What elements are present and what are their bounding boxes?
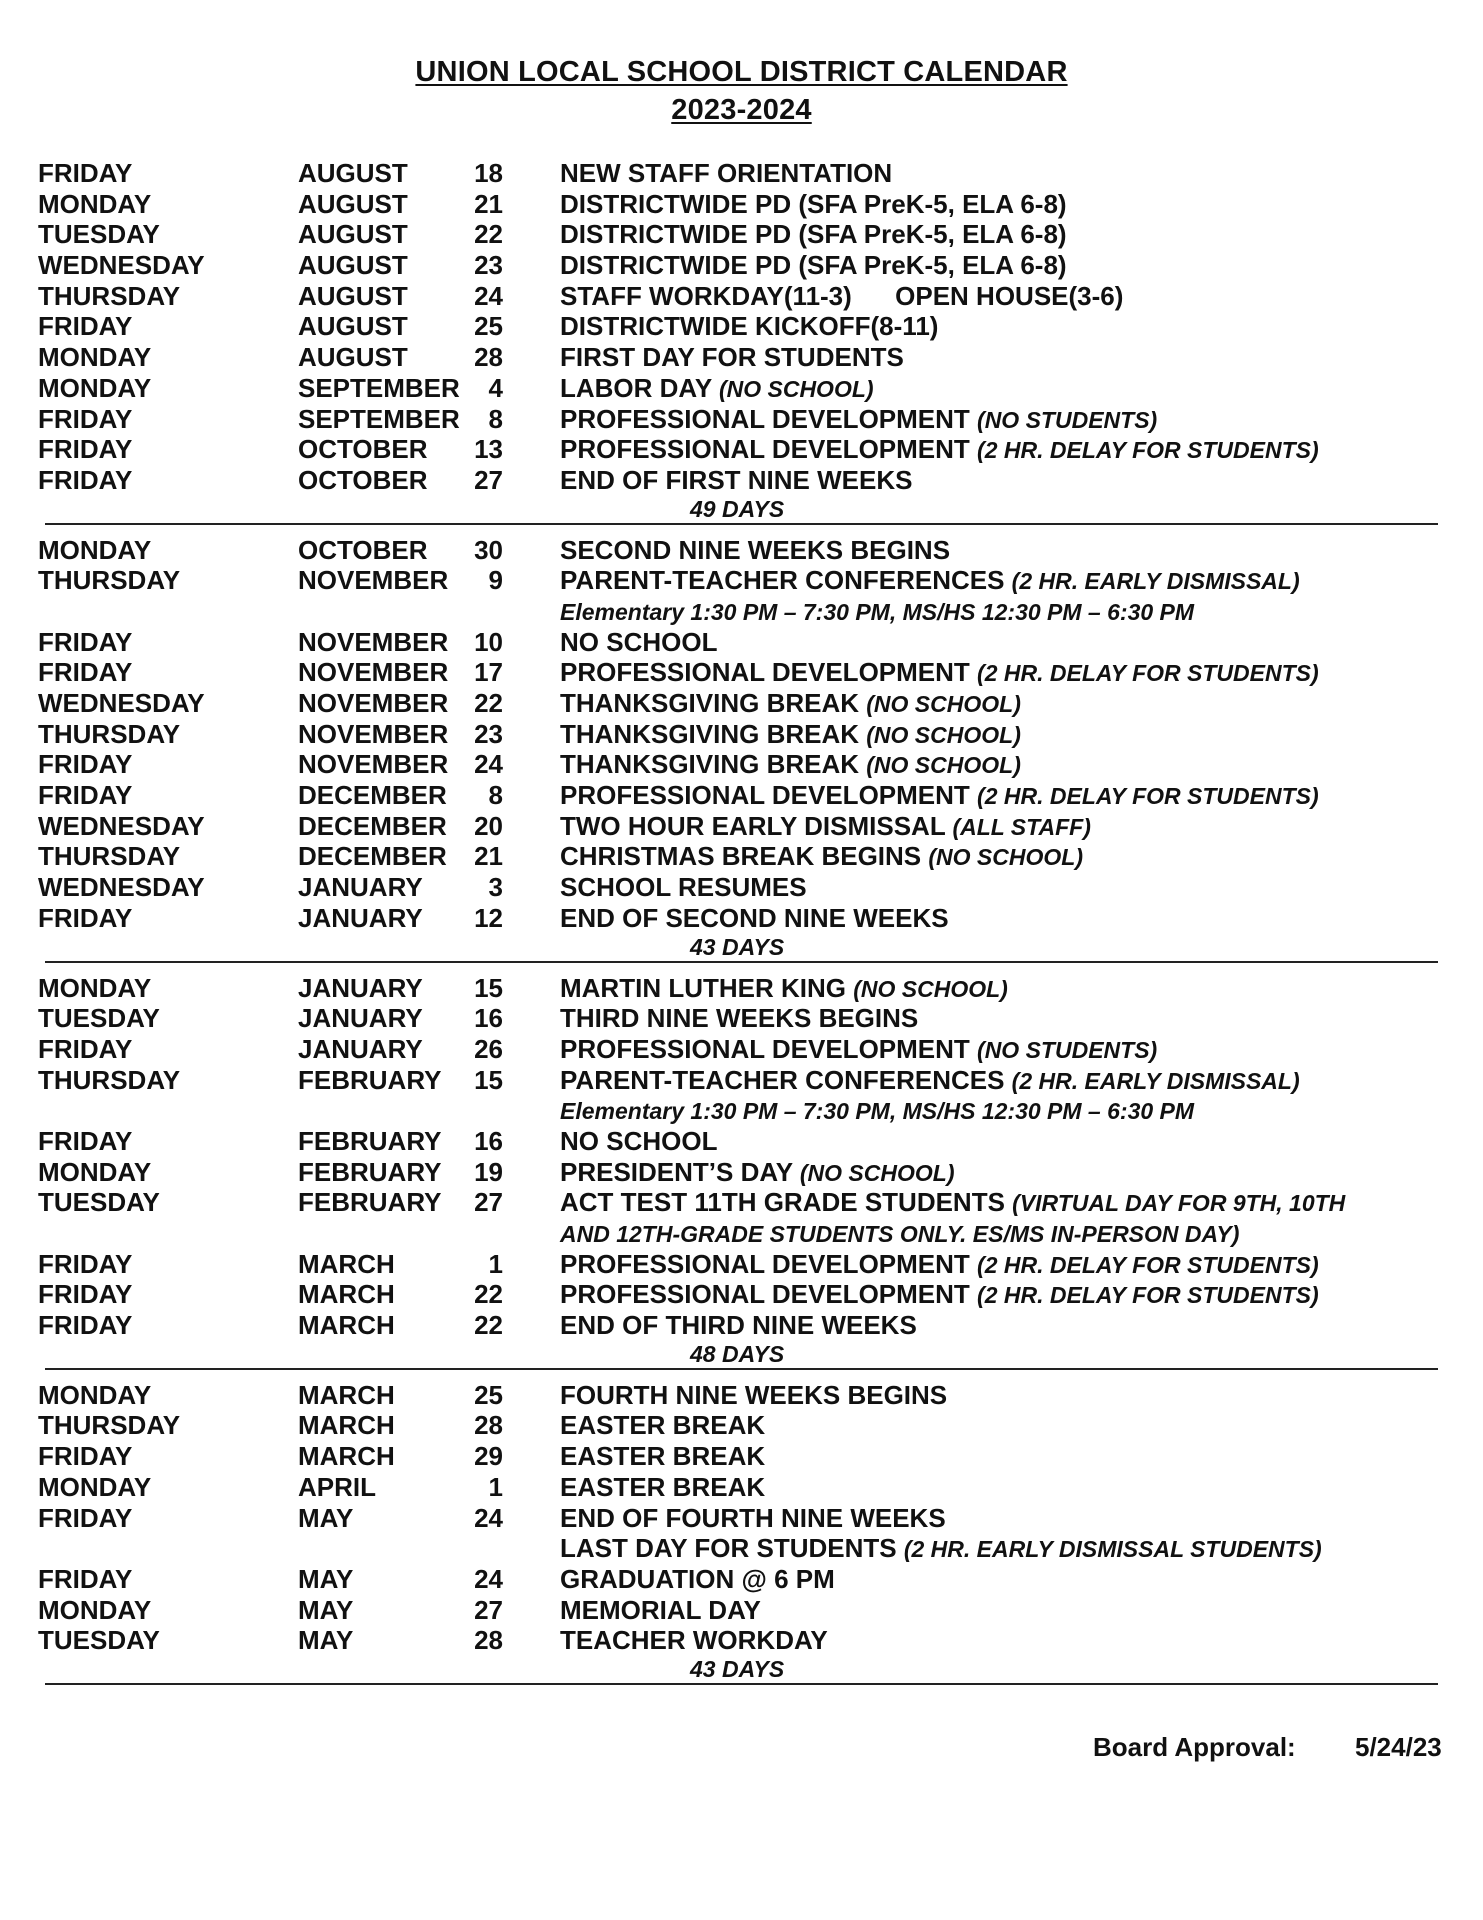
weekday-cell: THURSDAY	[38, 280, 181, 311]
weekday-cell: FRIDAY	[38, 1563, 133, 1594]
calendar-row	[0, 811, 1483, 842]
event-note: (2 HR. DELAY FOR STUDENTS)	[977, 660, 1319, 687]
event-text: TWO HOUR EARLY DISMISSAL	[560, 810, 946, 841]
calendar-row	[0, 404, 1483, 435]
section-divider	[45, 1368, 1438, 1370]
event-note: (NO SCHOOL)	[928, 844, 1083, 871]
event-text: PRESIDENT’S DAY	[560, 1156, 793, 1187]
calendar-row	[0, 719, 1483, 750]
event-text: SCHOOL RESUMES	[560, 872, 807, 903]
weekday-cell: FRIDAY	[38, 1310, 133, 1341]
month-cell: NOVEMBER	[298, 688, 449, 718]
month-cell: SEPTEMBER	[298, 372, 460, 403]
calendar-row	[0, 281, 1483, 312]
calendar-row	[0, 250, 1483, 281]
calendar-row	[0, 1503, 1483, 1534]
date-cell: 18	[474, 158, 503, 188]
event-text: LABOR DAY	[560, 372, 712, 403]
weekday-cell: TUESDAY	[38, 1625, 160, 1656]
event-cell	[560, 535, 950, 567]
weekday-cell: WEDNESDAY	[38, 688, 205, 718]
calendar-row	[0, 1441, 1483, 1472]
weekday-cell: FRIDAY	[38, 1248, 133, 1279]
calendar-row	[0, 1157, 1483, 1188]
event-cell	[560, 903, 949, 935]
event-note: (2 HR. EARLY DISMISSAL)	[1011, 1067, 1300, 1094]
date-cell: 22	[474, 1310, 503, 1341]
event-text: PARENT-TEACHER CONFERENCES	[560, 1064, 1005, 1095]
section-divider	[45, 961, 1438, 963]
calendar-year: 2023-2024	[671, 94, 812, 126]
calendar-row	[0, 749, 1483, 780]
month-cell: JANUARY	[298, 1003, 423, 1034]
event-text: END OF SECOND NINE WEEKS	[560, 902, 949, 933]
event-text: PARENT-TEACHER CONFERENCES	[560, 565, 1005, 596]
date-cell: 27	[474, 1187, 503, 1218]
weekday-cell: MONDAY	[38, 972, 152, 1003]
event-note: Elementary 1:30 PM – 7:30 PM, MS/HS 12:30 PM – 6:30 PM	[560, 1098, 1195, 1125]
month-cell: AUGUST	[298, 342, 408, 373]
event-text: EASTER BREAK	[560, 1441, 766, 1472]
date-cell: 24	[474, 749, 503, 780]
month-cell: FEBRUARY	[298, 1125, 442, 1156]
month-cell: MARCH	[298, 1441, 395, 1472]
days-total-text: 43 DAYS	[690, 1655, 785, 1682]
month-cell: MARCH	[298, 1310, 395, 1341]
date-cell: 13	[474, 434, 503, 465]
event-text: SECOND NINE WEEKS BEGINS	[560, 534, 951, 565]
weekday-cell: FRIDAY	[38, 1125, 133, 1156]
event-cell	[560, 688, 1021, 720]
weekday-cell: THURSDAY	[38, 841, 181, 872]
month-cell: AUGUST	[298, 280, 408, 311]
calendar-section	[0, 535, 1483, 963]
date-cell: 24	[474, 1563, 503, 1594]
calendar-row	[0, 1595, 1483, 1626]
event-cell	[560, 973, 1008, 1005]
weekday-cell: MONDAY	[38, 1594, 152, 1625]
event-text: PROFESSIONAL DEVELOPMENT	[560, 434, 970, 465]
calendar-row	[0, 903, 1483, 934]
event-cell	[560, 811, 1091, 843]
weekday-cell: FRIDAY	[38, 657, 133, 688]
event-text: THANKSGIVING BREAK	[560, 749, 860, 780]
date-cell: 1	[488, 1248, 503, 1279]
event-note: (NO SCHOOL)	[866, 691, 1021, 717]
event-text: LAST DAY FOR STUDENTS	[560, 1533, 897, 1564]
calendar-row	[0, 1410, 1483, 1441]
event-cell	[560, 749, 1021, 781]
quarter-days-total	[0, 496, 1483, 523]
date-cell: 23	[474, 250, 503, 281]
month-cell: JANUARY	[298, 972, 423, 1003]
event-note: Elementary 1:30 PM – 7:30 PM, MS/HS 12:30 PM – 6:30 PM	[560, 598, 1195, 625]
month-cell: DECEMBER	[298, 780, 447, 811]
date-cell: 19	[474, 1156, 503, 1187]
month-cell: MARCH	[298, 1379, 395, 1410]
event-cell	[560, 250, 1067, 282]
event-text: GRADUATION @ 6 PM	[560, 1563, 835, 1594]
calendar-row	[0, 219, 1483, 250]
calendar-row	[0, 1279, 1483, 1310]
event-cell	[560, 841, 1083, 873]
calendar-row	[0, 434, 1483, 465]
calendar-row	[0, 1564, 1483, 1595]
date-cell: 28	[474, 1410, 503, 1441]
calendar-row	[0, 627, 1483, 658]
weekday-cell: FRIDAY	[38, 1502, 133, 1533]
event-cell	[560, 1310, 917, 1342]
event-cell	[560, 465, 912, 497]
event-cell	[560, 373, 874, 405]
weekday-cell: MONDAY	[38, 372, 152, 403]
date-cell: 23	[474, 718, 503, 749]
month-cell: NOVEMBER	[298, 718, 449, 749]
event-cell	[560, 158, 892, 190]
weekday-cell: FRIDAY	[38, 780, 133, 811]
event-text: DISTRICTWIDE KICKOFF(8-11)	[560, 311, 939, 342]
weekday-cell: MONDAY	[38, 1156, 152, 1187]
event-cell	[560, 1187, 1345, 1219]
event-text: NO SCHOOL	[560, 1125, 718, 1156]
weekday-cell: MONDAY	[38, 342, 152, 373]
month-cell: MAY	[298, 1594, 354, 1625]
month-cell: NOVEMBER	[298, 626, 449, 657]
board-approval-label: Board Approval:	[1093, 1732, 1296, 1762]
date-cell: 24	[474, 280, 503, 311]
event-cell	[560, 1218, 1239, 1250]
event-text: PROFESSIONAL DEVELOPMENT	[560, 1248, 970, 1279]
date-cell: 25	[474, 1379, 503, 1410]
date-cell: 17	[474, 657, 503, 688]
weekday-cell: FRIDAY	[38, 626, 133, 657]
weekday-cell: MONDAY	[38, 1379, 152, 1410]
event-note: (NO SCHOOL)	[853, 975, 1008, 1002]
date-cell: 30	[474, 534, 503, 565]
event-text: EASTER BREAK	[560, 1410, 766, 1441]
calendar-table	[0, 158, 1483, 1695]
date-cell: 3	[488, 872, 503, 903]
event-note: (2 HR. EARLY DISMISSAL STUDENTS)	[903, 1536, 1322, 1563]
event-cell	[560, 1564, 835, 1596]
event-cell	[560, 627, 717, 659]
calendar-row	[0, 1126, 1483, 1157]
calendar-row	[0, 465, 1483, 496]
event-cell	[560, 719, 1021, 751]
event-cell	[560, 342, 904, 374]
event-text: DISTRICTWIDE PD (SFA PreK-5, ELA 6-8)	[560, 250, 1067, 281]
date-cell: 21	[474, 841, 503, 872]
month-cell: MAY	[298, 1625, 354, 1656]
date-cell: 4	[488, 372, 503, 403]
event-text: TEACHER WORKDAY	[560, 1625, 828, 1656]
weekday-cell: TUESDAY	[38, 219, 160, 250]
event-cell	[560, 434, 1319, 466]
event-cell	[560, 1441, 765, 1473]
event-cell	[560, 657, 1319, 689]
weekday-cell: FRIDAY	[38, 749, 133, 780]
calendar-row	[0, 780, 1483, 811]
event-text: CHRISTMAS BREAK BEGINS	[560, 841, 922, 872]
weekday-cell: WEDNESDAY	[38, 872, 205, 903]
event-cell	[560, 1157, 954, 1189]
event-text: END OF THIRD NINE WEEKS	[560, 1310, 917, 1341]
calendar-row	[0, 657, 1483, 688]
event-cell	[560, 780, 1319, 812]
event-cell	[560, 1625, 828, 1657]
event-text: PROFESSIONAL DEVELOPMENT	[560, 403, 970, 434]
event-note: (NO SCHOOL)	[866, 752, 1021, 779]
event-text: END OF FOURTH NINE WEEKS	[560, 1502, 946, 1533]
event-text: STAFF WORKDAY(11-3) OPEN HOUSE(3-6)	[560, 280, 1124, 311]
date-cell: 1	[488, 1471, 503, 1502]
event-cell	[560, 311, 938, 343]
month-cell: MAY	[298, 1502, 354, 1533]
event-note: (2 HR. DELAY FOR STUDENTS)	[977, 783, 1319, 810]
date-cell: 12	[474, 902, 503, 933]
date-cell: 10	[474, 626, 503, 657]
calendar-row	[0, 342, 1483, 373]
weekday-cell: TUESDAY	[38, 1003, 160, 1034]
quarter-days-total	[0, 1341, 1483, 1368]
event-text: DISTRICTWIDE PD (SFA PreK-5, ELA 6-8)	[560, 219, 1067, 250]
event-note: (2 HR. DELAY FOR STUDENTS)	[977, 1282, 1319, 1309]
month-cell: DECEMBER	[298, 810, 447, 841]
event-note: (NO STUDENTS)	[977, 406, 1158, 433]
date-cell: 15	[474, 1064, 503, 1095]
weekday-cell: WEDNESDAY	[38, 810, 205, 841]
calendar-row	[0, 841, 1483, 872]
board-approval-date: 5/24/23	[1355, 1732, 1442, 1762]
days-total-text: 48 DAYS	[690, 1340, 785, 1367]
weekday-cell: FRIDAY	[38, 464, 133, 495]
calendar-row	[0, 1034, 1483, 1065]
event-cell	[560, 1533, 1322, 1565]
month-cell: OCTOBER	[298, 434, 428, 465]
weekday-cell: MONDAY	[38, 188, 152, 219]
month-cell: APRIL	[298, 1471, 376, 1502]
event-cell	[560, 872, 807, 904]
month-cell: AUGUST	[298, 219, 408, 250]
date-cell: 28	[474, 1625, 503, 1656]
date-cell: 24	[474, 1502, 503, 1533]
section-divider	[45, 1683, 1438, 1685]
calendar-row	[0, 1533, 1483, 1564]
event-text: ACT TEST 11TH GRADE STUDENTS	[560, 1187, 1005, 1218]
event-cell	[560, 1595, 761, 1627]
event-cell	[560, 189, 1067, 221]
event-text: FIRST DAY FOR STUDENTS	[560, 342, 904, 373]
event-cell	[560, 1472, 765, 1504]
calendar-row	[0, 596, 1483, 627]
month-cell: FEBRUARY	[298, 1187, 442, 1218]
event-text: PROFESSIONAL DEVELOPMENT	[560, 780, 970, 811]
calendar-row	[0, 1472, 1483, 1503]
date-cell: 22	[474, 688, 503, 718]
calendar-section	[0, 973, 1483, 1370]
date-cell: 22	[474, 219, 503, 250]
event-cell	[560, 1503, 946, 1535]
weekday-cell: THURSDAY	[38, 1064, 181, 1095]
weekday-cell: FRIDAY	[38, 1279, 133, 1310]
month-cell: MARCH	[298, 1279, 395, 1310]
event-text: FOURTH NINE WEEKS BEGINS	[560, 1379, 948, 1410]
calendar-row	[0, 1095, 1483, 1126]
weekday-cell: TUESDAY	[38, 1187, 160, 1218]
month-cell: MARCH	[298, 1248, 395, 1279]
month-cell: FEBRUARY	[298, 1156, 442, 1187]
month-cell: OCTOBER	[298, 464, 428, 495]
days-total-text: 49 DAYS	[690, 495, 785, 522]
date-cell: 15	[474, 972, 503, 1003]
event-note: (NO SCHOOL)	[718, 375, 874, 402]
weekday-cell: FRIDAY	[38, 311, 133, 342]
date-cell: 22	[474, 1279, 503, 1310]
event-text: NEW STAFF ORIENTATION	[560, 158, 893, 188]
event-note: (2 HR. DELAY FOR STUDENTS)	[977, 437, 1319, 464]
event-text: THANKSGIVING BREAK	[560, 688, 860, 718]
event-text: THIRD NINE WEEKS BEGINS	[560, 1003, 919, 1034]
month-cell: OCTOBER	[298, 534, 428, 565]
month-cell: AUGUST	[298, 250, 408, 281]
event-note: AND 12TH-GRADE STUDENTS ONLY. ES/MS IN-PERSON DAY)	[560, 1221, 1240, 1247]
month-cell: AUGUST	[298, 188, 408, 219]
month-cell: JANUARY	[298, 1033, 423, 1064]
calendar-row	[0, 311, 1483, 342]
event-text: END OF FIRST NINE WEEKS	[560, 464, 913, 495]
date-cell: 25	[474, 311, 503, 342]
calendar-row	[0, 872, 1483, 903]
event-text: EASTER BREAK	[560, 1471, 766, 1502]
month-cell: NOVEMBER	[298, 749, 449, 780]
weekday-cell: WEDNESDAY	[38, 250, 205, 281]
month-cell: SEPTEMBER	[298, 403, 460, 434]
calendar-row	[0, 973, 1483, 1004]
event-text: PROFESSIONAL DEVELOPMENT	[560, 1279, 970, 1310]
event-text: MEMORIAL DAY	[560, 1594, 761, 1625]
event-note: (VIRTUAL DAY FOR 9TH, 10TH	[1012, 1190, 1346, 1217]
calendar-row	[0, 158, 1483, 189]
month-cell: MARCH	[298, 1410, 395, 1441]
month-cell: AUGUST	[298, 311, 408, 342]
event-text: PROFESSIONAL DEVELOPMENT	[560, 1033, 970, 1064]
date-cell: 16	[474, 1003, 503, 1034]
date-cell: 27	[474, 464, 503, 495]
weekday-cell: FRIDAY	[38, 902, 133, 933]
event-note: (NO SCHOOL)	[866, 721, 1021, 748]
weekday-cell: THURSDAY	[38, 718, 181, 749]
calendar-title: UNION LOCAL SCHOOL DISTRICT CALENDAR	[415, 56, 1068, 88]
date-cell: 8	[488, 403, 503, 434]
date-cell: 28	[474, 342, 503, 373]
event-note: (NO STUDENTS)	[977, 1036, 1158, 1063]
board-approval	[1093, 1732, 1442, 1763]
month-cell: JANUARY	[298, 902, 423, 933]
event-cell	[560, 1065, 1300, 1097]
weekday-cell: THURSDAY	[38, 1410, 181, 1441]
date-cell: 21	[474, 188, 503, 219]
weekday-cell: FRIDAY	[38, 403, 133, 434]
weekday-cell: FRIDAY	[38, 158, 133, 188]
event-cell	[560, 1249, 1319, 1281]
date-cell: 27	[474, 1594, 503, 1625]
event-text: THANKSGIVING BREAK	[560, 718, 860, 749]
calendar-row	[0, 1218, 1483, 1249]
date-cell: 20	[474, 810, 503, 841]
month-cell: DECEMBER	[298, 841, 447, 872]
event-cell	[560, 1003, 918, 1035]
calendar-section	[0, 1380, 1483, 1685]
weekday-cell: THURSDAY	[38, 565, 181, 596]
event-note: (NO SCHOOL)	[799, 1159, 955, 1186]
month-cell: NOVEMBER	[298, 565, 449, 596]
date-cell: 8	[488, 780, 503, 811]
days-total-text: 43 DAYS	[690, 933, 785, 960]
weekday-cell: FRIDAY	[38, 1033, 133, 1064]
weekday-cell: MONDAY	[38, 1471, 152, 1502]
event-cell	[560, 404, 1157, 436]
calendar-row	[0, 373, 1483, 404]
date-cell: 16	[474, 1125, 503, 1156]
calendar-row	[0, 535, 1483, 566]
date-cell: 9	[488, 565, 503, 596]
month-cell: FEBRUARY	[298, 1064, 442, 1095]
section-divider	[45, 523, 1438, 525]
month-cell: AUGUST	[298, 158, 408, 188]
calendar-row	[0, 1249, 1483, 1280]
calendar-section	[0, 158, 1483, 525]
event-cell	[560, 1126, 717, 1158]
quarter-days-total	[0, 934, 1483, 961]
month-cell: JANUARY	[298, 872, 423, 903]
month-cell: NOVEMBER	[298, 657, 449, 688]
quarter-days-total	[0, 1656, 1483, 1683]
event-note: (2 HR. DELAY FOR STUDENTS)	[977, 1251, 1319, 1278]
event-cell	[560, 565, 1300, 597]
event-note: (2 HR. EARLY DISMISSAL)	[1011, 568, 1300, 595]
date-cell: 29	[474, 1441, 503, 1472]
date-cell: 26	[474, 1033, 503, 1064]
event-cell	[560, 1095, 1194, 1127]
weekday-cell: FRIDAY	[38, 434, 133, 465]
event-text: MARTIN LUTHER KING	[560, 972, 846, 1003]
calendar-row	[0, 565, 1483, 596]
event-cell	[560, 1279, 1319, 1311]
calendar-row	[0, 1625, 1483, 1656]
event-text: PROFESSIONAL DEVELOPMENT	[560, 657, 970, 688]
event-cell	[560, 281, 1123, 313]
event-text: NO SCHOOL	[560, 626, 718, 657]
event-cell	[560, 1410, 765, 1442]
event-text: DISTRICTWIDE PD (SFA PreK-5, ELA 6-8)	[560, 188, 1067, 219]
calendar-row	[0, 1380, 1483, 1411]
calendar-row	[0, 688, 1483, 719]
weekday-cell: FRIDAY	[38, 1441, 133, 1472]
event-cell	[560, 219, 1067, 251]
calendar-row	[0, 1065, 1483, 1096]
event-cell	[560, 596, 1194, 628]
month-cell: MAY	[298, 1563, 354, 1594]
event-cell	[560, 1034, 1157, 1066]
event-note: (ALL STAFF)	[952, 813, 1091, 840]
event-cell	[560, 1380, 947, 1412]
weekday-cell: MONDAY	[38, 534, 152, 565]
calendar-row	[0, 1187, 1483, 1218]
calendar-row	[0, 1003, 1483, 1034]
calendar-row	[0, 189, 1483, 220]
calendar-row	[0, 1310, 1483, 1341]
